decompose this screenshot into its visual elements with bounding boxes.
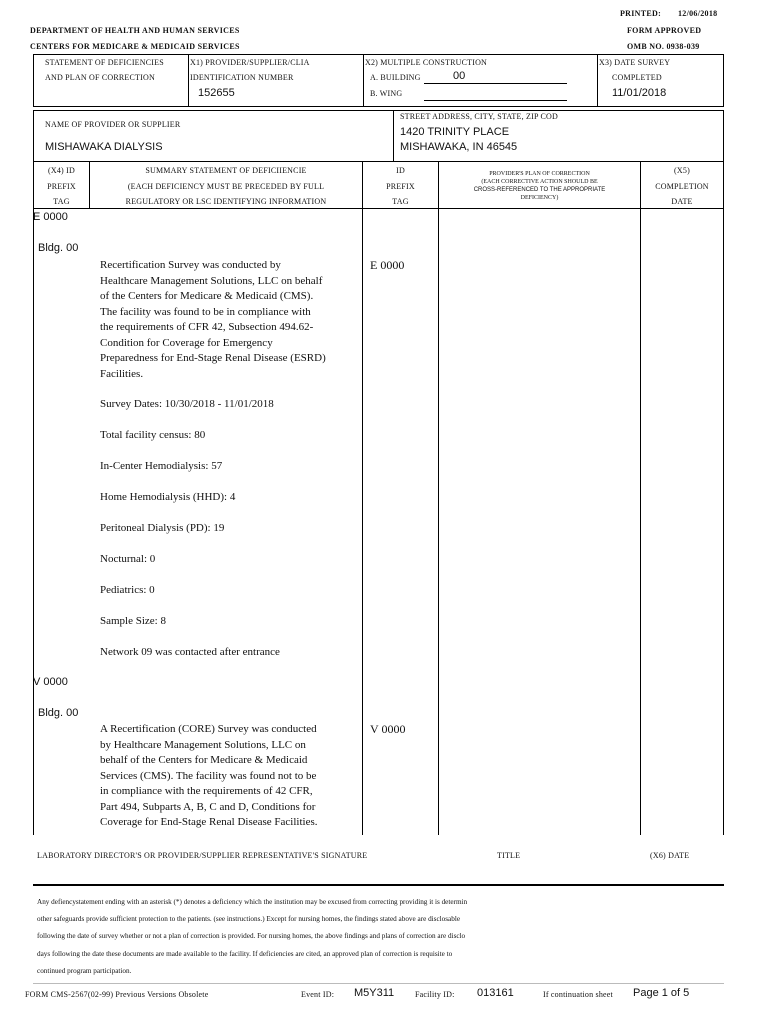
summary-header-3: REGULATORY OR LSC IDENTIFYING INFORMATION xyxy=(125,197,327,206)
in-center-hemodialysis: In-Center Hemodialysis: 57 xyxy=(100,460,223,472)
e-text-line: Condition for Coverage for Emergency xyxy=(100,336,273,349)
disclaimer-line: Any defiencystatement ending with an asterisk (*) denotes a deficiency which the institution may be excused from correcting providing it is determin xyxy=(37,898,468,906)
e-prefix-tag: E 0000 xyxy=(33,211,68,223)
signature-label: LABORATORY DIRECTOR'S OR PROVIDER/SUPPLIER REPRESENTATIVE'S SIGNATURE xyxy=(37,851,368,860)
summary-header-2: (EACH DEFICIENCY MUST BE PRECEDED BY FULL xyxy=(127,182,325,191)
date-survey-label-1: X3) DATE SURVEY xyxy=(599,58,671,67)
printed-label: PRINTED: xyxy=(620,9,662,18)
id-header-3: TAG xyxy=(392,197,409,206)
v-text-line: in compliance with the requirements of 42 CFR, xyxy=(100,785,313,797)
x4-header-2: PREFIX xyxy=(47,182,76,191)
e-text-line: Preparedness for End-Stage Renal Disease (ESRD) xyxy=(100,352,326,364)
clia-label-1: X1) PROVIDER/SUPPLIER/CLIA xyxy=(190,58,310,67)
building-label: A. BUILDING xyxy=(370,73,421,82)
v-text-line: by Healthcare Management Solutions, LLC on xyxy=(100,738,306,751)
facility-id-label: Facility ID: xyxy=(415,990,455,999)
date-label: (X6) DATE xyxy=(650,851,690,860)
address-line-1: 1420 TRINITY PLACE xyxy=(400,126,510,138)
date-survey-label-2: COMPLETED xyxy=(612,73,662,82)
e-text-line: Recertification Survey was conducted by xyxy=(100,259,281,271)
building-value: 00 xyxy=(453,70,466,82)
v-text-line: A Recertification (CORE) Survey was conducted xyxy=(100,723,317,735)
printed-date: 12/06/2018 xyxy=(678,9,718,18)
facility-id-value: 013161 xyxy=(477,987,514,999)
id-header-1: ID xyxy=(396,166,405,175)
disclaimer-line: other safeguards provide sufficient protection to the patients. (see instructions.) Except for nursing homes, the findings stated above are disclosable xyxy=(37,915,461,924)
form-approved: FORM APPROVED xyxy=(627,26,702,35)
multiple-construction-label: X2) MULTIPLE CONSTRUCTION xyxy=(365,58,488,67)
event-id-label: Event ID: xyxy=(301,990,335,999)
date-survey-value: 11/01/2018 xyxy=(612,87,667,99)
network-contact: Network 09 was contacted after entrance xyxy=(100,646,280,658)
disclaimer-line: continued program participation. xyxy=(37,966,132,975)
facility-census: Total facility census: 80 xyxy=(100,429,206,441)
plan-header-4: DEFICIENCY) xyxy=(520,195,559,201)
footer-divider xyxy=(33,983,724,984)
x5-header-1: (X5) xyxy=(674,166,690,175)
v-text-line: Part 494, Subparts A, B, C and D, Conditions for xyxy=(100,800,316,813)
e-text-line: of the Centers for Medicare & Medicaid (CMS). xyxy=(100,290,314,302)
x5-header-2: COMPLETION xyxy=(655,182,709,191)
page-number: Page 1 of 5 xyxy=(633,987,690,999)
signature-divider xyxy=(33,884,724,886)
wing-label: B. WING xyxy=(370,89,403,98)
v-text-line: Coverage for End-Stage Renal Disease Facilities. xyxy=(100,816,318,828)
e-building: Bldg. 00 xyxy=(38,242,79,254)
v-text-line: behalf of the Centers for Medicare & Medicaid xyxy=(100,754,308,766)
disclaimer-line: following the date of survey whether or not a plan of correction is provided. For nursing homes, the above findings and plans of correction are disclo xyxy=(37,932,466,941)
x5-header-3: DATE xyxy=(671,197,693,206)
statement-label-1: STATEMENT OF DEFICIENCIES xyxy=(45,58,164,67)
e-text-line: the requirements of CFR 42, Subsection 494.62- xyxy=(100,321,314,333)
provider-name: MISHAWAKA DIALYSIS xyxy=(45,141,163,153)
centers-title: CENTERS FOR MEDICARE & MEDICAID SERVICES xyxy=(30,42,240,51)
clia-number: 152655 xyxy=(198,87,235,99)
disclaimer-text xyxy=(37,894,727,980)
plan-header-2: (EACH CORRECTIVE ACTION SHOULD BE xyxy=(481,179,598,185)
disclaimer-line: days following the date these documents are made available to the facility. If deficiencies are cited, an approved plan of correction is requisite to xyxy=(37,949,453,958)
continuation-label: If continuation sheet xyxy=(543,990,613,999)
sample-size: Sample Size: 8 xyxy=(100,615,166,627)
title-label: TITLE xyxy=(497,851,521,860)
v-summary-text xyxy=(100,722,362,831)
v-text-line: Services (CMS). The facility was found not to be xyxy=(100,769,317,782)
x4-header-3: TAG xyxy=(53,197,70,206)
statement-label-2: AND PLAN OF CORRECTION xyxy=(45,73,155,82)
address-line-2: MISHAWAKA, IN 46545 xyxy=(400,141,518,153)
id-header-2: PREFIX xyxy=(386,182,415,191)
survey-dates: Survey Dates: 10/30/2018 - 11/01/2018 xyxy=(100,398,274,410)
e-text-line: The facility was found to be in compliance with xyxy=(100,305,311,318)
omb-number: OMB NO. 0938-039 xyxy=(627,42,700,51)
v-prefix-tag: V 0000 xyxy=(33,676,68,688)
x4-header-1: (X4) ID xyxy=(48,166,75,175)
home-hemodialysis: Home Hemodialysis (HHD): 4 xyxy=(100,491,236,503)
form-number: FORM CMS-2567(02-99) Previous Versions Obsolete xyxy=(25,990,209,999)
peritoneal-dialysis: Peritoneal Dialysis (PD): 19 xyxy=(100,522,225,534)
e-text-line: Healthcare Management Solutions, LLC on behalf xyxy=(100,274,323,287)
address-label: STREET ADDRESS, CITY, STATE, ZIP COD xyxy=(400,112,558,121)
pediatrics: Pediatrics: 0 xyxy=(100,584,155,596)
summary-header-1: SUMMARY STATEMENT OF DEFICIIENCIE xyxy=(145,166,307,175)
plan-header-1: PROVIDER'S PLAN OF CORRECTION xyxy=(489,171,590,177)
e-id-tag: E 0000 xyxy=(370,258,405,272)
v-id-tag: V 0000 xyxy=(370,722,406,736)
v-building: Bldg. 00 xyxy=(38,707,79,719)
clia-label-2: IDENTIFICATION NUMBER xyxy=(190,73,294,82)
plan-header-3: CROSS-REFERENCED TO THE APPROPRIATE xyxy=(473,187,606,193)
e-summary-text xyxy=(100,258,360,382)
event-id-value: M5Y311 xyxy=(354,987,395,999)
provider-name-label: NAME OF PROVIDER OR SUPPLIER xyxy=(45,120,181,129)
nocturnal: Nocturnal: 0 xyxy=(100,553,156,565)
e-text-line: Facilities. xyxy=(100,367,144,380)
department-title: DEPARTMENT OF HEALTH AND HUMAN SERVICES xyxy=(30,26,240,35)
